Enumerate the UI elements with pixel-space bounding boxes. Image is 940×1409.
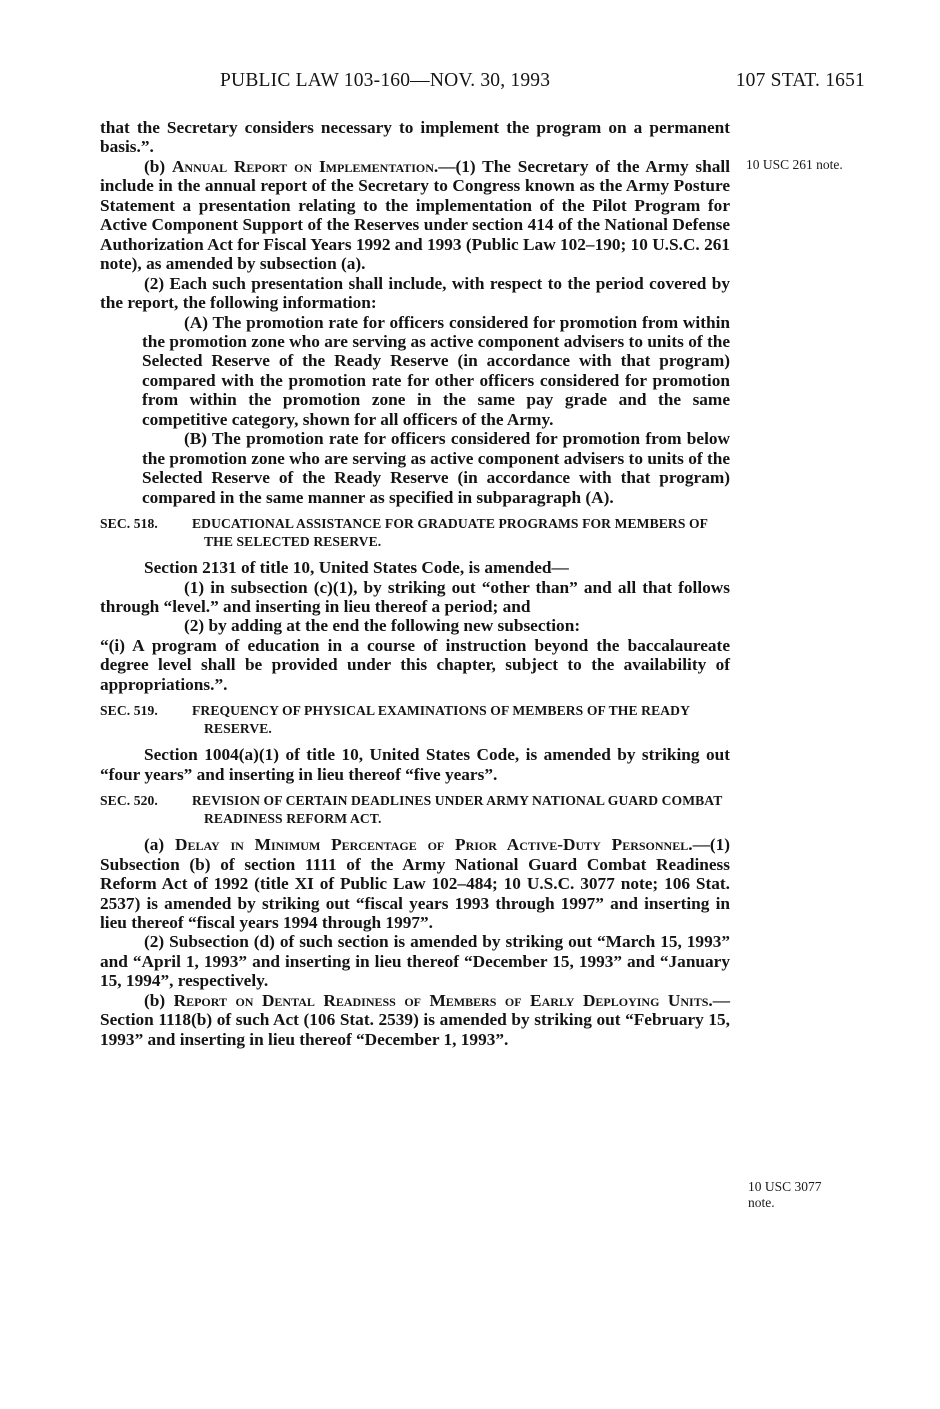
margin-note-line: note. <box>748 1195 775 1210</box>
paragraph-clause-a: (A) The promotion rate for officers considered for promotion from within the promotion zone who are serving as active component advisers to units of the Selected Reserve of the Ready Reserve (in accordance with that program) compared with the promotion rate for other officers considered for promotion from within the promotion zone in the same pay grade and the same competitive category, shown for all officers of the Army. <box>142 312 730 429</box>
section-title: REVISION OF CERTAIN DEADLINES UNDER ARMY NATIONAL GUARD COMBAT READINESS REFORM ACT. <box>192 793 723 826</box>
header-page-ref: 107 STAT. 1651 <box>735 70 865 91</box>
subsection-label: (b) <box>144 990 166 1010</box>
subsection-heading: Annual Report on Implementation. <box>171 156 439 176</box>
margin-note-usc-3077 <box>748 1179 822 1211</box>
paragraph-annual-report <box>100 157 730 274</box>
running-header <box>100 70 865 96</box>
section-heading-518 <box>100 515 730 550</box>
paragraph-sec519: Section 1004(a)(1) of title 10, United States Code, is amended by striking out “four years” and inserting in lieu thereof “five years”. <box>100 745 730 784</box>
paragraph-clause-b: (B) The promotion rate for officers considered for promotion from below the promotion zone who are serving as active component advisers to units of the Selected Reserve of the Ready Reserve (in accordance with that program) compared in the same manner as specified in subparagraph (A). <box>142 429 730 507</box>
subsection-heading: Delay in Minimum Percentage of Prior Active-Duty Personnel. <box>174 835 693 855</box>
section-title: FREQUENCY OF PHYSICAL EXAMINATIONS OF MEMBERS OF THE READY RESERVE. <box>192 703 690 736</box>
section-heading-519 <box>100 702 730 737</box>
document-body <box>100 118 730 1049</box>
subsection-text: —Section 1118(b) of such Act (106 Stat. 2539) is amended by striking out “February 15, 1993” and inserting in lieu thereof “December 1, 1993”. <box>100 990 731 1049</box>
paragraph-sec520-a <box>100 835 730 932</box>
section-heading-520 <box>100 792 730 827</box>
paragraph-sec518-item2: (2) by adding at the end the following new subsection: <box>184 616 581 636</box>
paragraph-sec520-b <box>100 991 730 1049</box>
subsection-heading: Report on Dental Readiness of Members of Early Deploying Units. <box>173 990 713 1010</box>
subsection-label: (a) <box>144 835 165 855</box>
section-number: SEC. 518. <box>100 516 158 532</box>
section-number: SEC. 520. <box>100 793 158 809</box>
margin-note-usc-261: 10 USC 261 note. <box>746 157 843 172</box>
section-title: EDUCATIONAL ASSISTANCE FOR GRADUATE PROGRAMS FOR MEMBERS OF THE SELECTED RESERVE. <box>192 516 708 549</box>
paragraph-presentation: (2) Each such presentation shall include, with respect to the period covered by the report, the following information: <box>100 273 730 313</box>
margin-note-line: 10 USC 3077 <box>748 1179 822 1194</box>
paragraph-sec518-quote: “(i) A program of education in a course of instruction beyond the baccalaureate degree level shall be provided under this chapter, subject to the availability of appropriations.”. <box>100 635 730 694</box>
header-title: PUBLIC LAW 103-160—NOV. 30, 1993 <box>220 70 551 91</box>
subsection-text: —(1) Subsection (b) of section 1111 of the Army National Guard Combat Readiness Reform Act of 1992 (title XI of Public Law 102–484; 10 U.S.C. 3077 note; 106 Stat. 2537) is amended by striking out “fiscal years 1993 through 1997” and inserting in lieu thereof “fiscal years 1994 through 1997”. <box>100 835 730 932</box>
paragraph-continuation: that the Secretary considers necessary to implement the program on a permanent basis.”. <box>100 118 730 157</box>
subsection-label: (b) <box>144 156 166 176</box>
paragraph-sec518-intro: Section 2131 of title 10, United States Code, is amended— <box>144 558 569 578</box>
paragraph-sec518-item1: (1) in subsection (c)(1), by striking out “other than” and all that follows through “level.” and inserting in lieu thereof a period; and <box>100 577 730 616</box>
subsection-text: —(1) The Secretary of the Army shall include in the annual report of the Secretary to Congress known as the Army Posture Statement a presentation relating to the implementation of the Pilot Program for Active Component Support of the Reserves under section 414 of the National Defense Authorization Act for Fiscal Years 1992 and 1993 (Public Law 102–190; 10 U.S.C. 261 note), as amended by subsection (a). <box>100 156 731 274</box>
paragraph-sec520-a2: (2) Subsection (d) of such section is amended by striking out “March 15, 1993” and “April 1, 1993” and inserting in lieu thereof “December 15, 1993” and “January 15, 1994”, respectively. <box>100 932 730 991</box>
section-number: SEC. 519. <box>100 703 158 719</box>
